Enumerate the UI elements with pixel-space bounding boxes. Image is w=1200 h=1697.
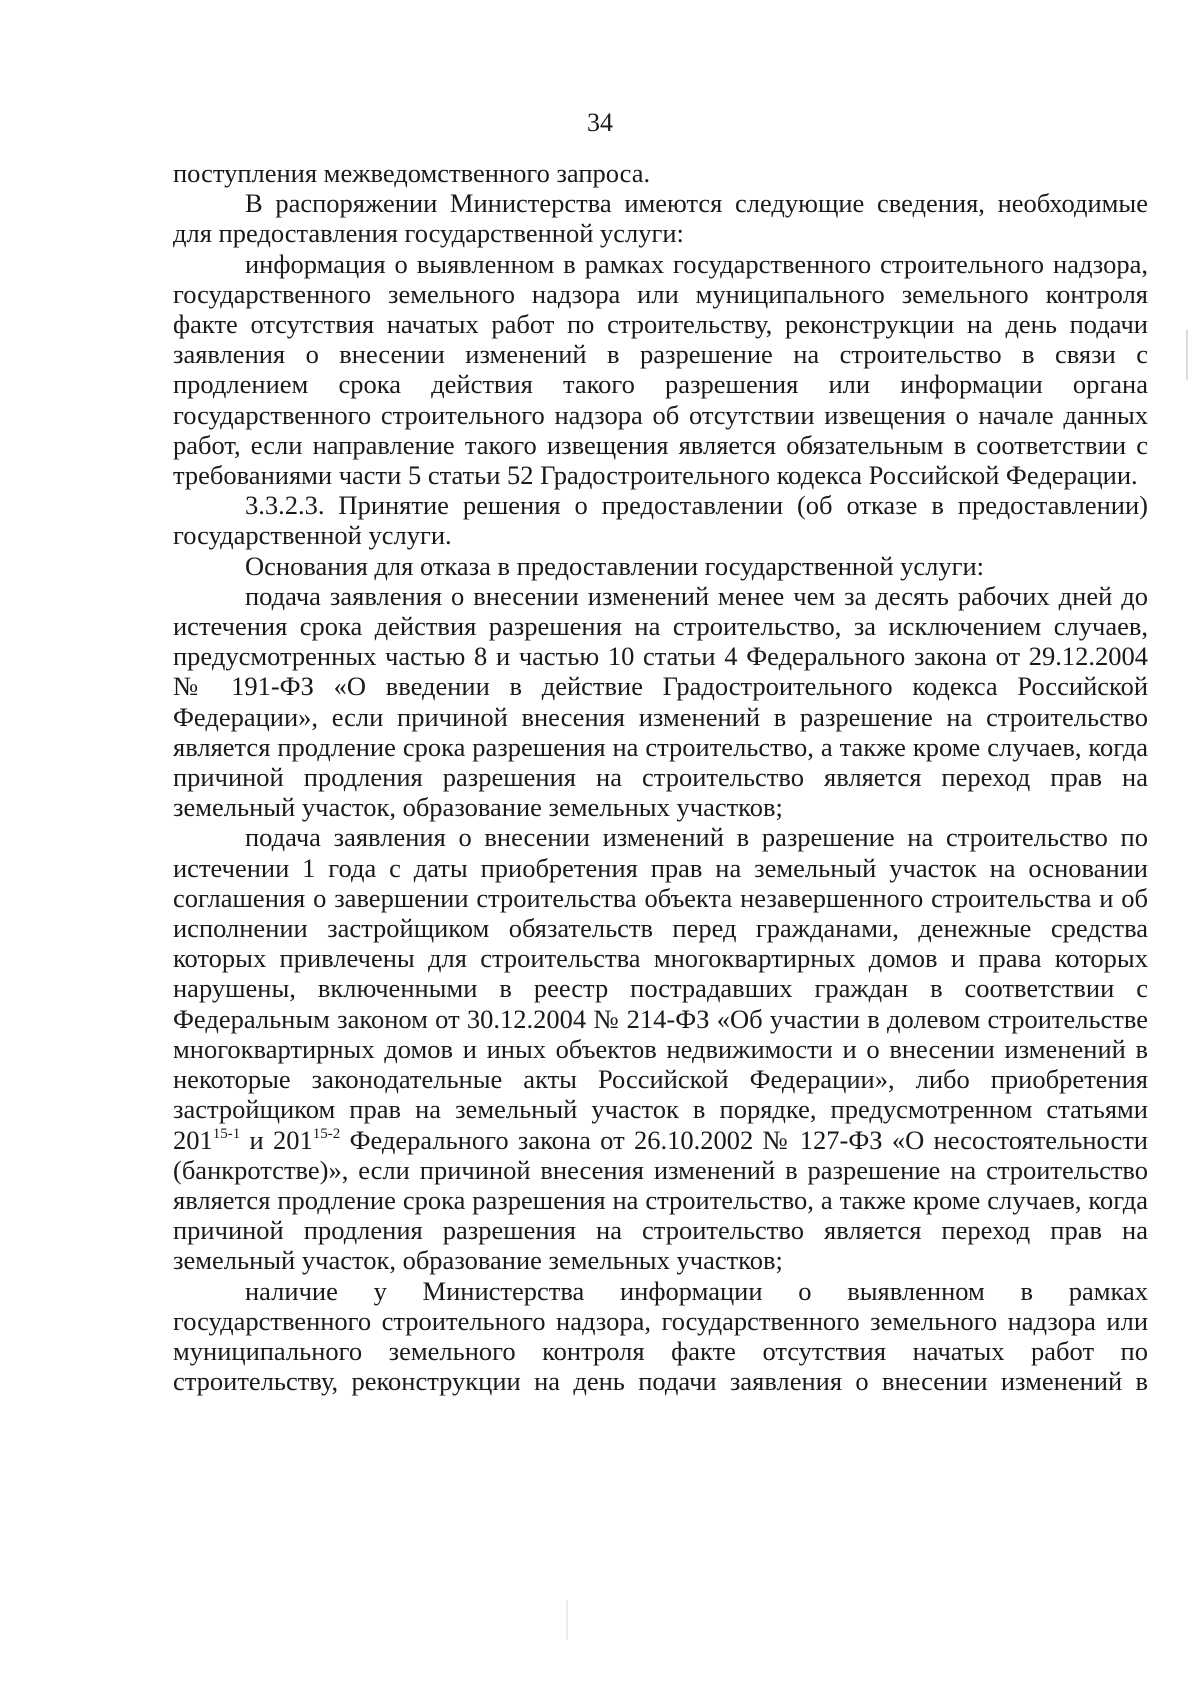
scan-artifact-line bbox=[566, 1600, 568, 1640]
page-number: 34 bbox=[587, 108, 613, 137]
scan-artifact-line bbox=[1186, 330, 1188, 380]
superscript-article-number: 15-2 bbox=[312, 1125, 341, 1142]
paragraph-construction-supervision-information: информация о выявленном в рамках государственного строительного надзора, государственного земельного надзора или муниципального земельного контроля факте отсутствия начатых работ по строительству, реконструкции на день подачи заявления о внесении изменений в разрешение на строительство в связи с продлением срока действия такого разрешения или информации органа государственного строительного надзора об отсутствии извещения о начале данных работ, если направление такого извещения является обязательным в соответствии с требованиями части 5 статьи 52 Градостроительного кодекса Российской Федерации. bbox=[173, 248, 1148, 491]
paragraph-section-3-3-2-3: 3.3.2.3. Принятие решения о предоставлении (об отказе в предоставлении) государственной услуги. bbox=[173, 490, 1148, 551]
paragraph-refusal-grounds-heading: Основания для отказа в предоставлении государственной услуги: bbox=[245, 550, 985, 581]
paragraph-intro-continuation: поступления межведомственного запроса. bbox=[173, 158, 651, 188]
document-body bbox=[173, 158, 1148, 1396]
superscript-article-number: 15-1 bbox=[212, 1125, 241, 1142]
paragraph-refusal-ground-land-rights bbox=[173, 822, 1148, 1275]
paragraph-refusal-ground-deadline: подача заявления о внесении изменений менее чем за десять рабочих дней до истечения срока действия разрешения на строительство, за исключением случаев, предусмотренных частью 8 и частью 10 статьи 4 Федерального закона от 29.12.2004 № 191-ФЗ «О введении в действие Градостроительного кодекса Российской Федерации», если причиной внесения изменений в разрешение на строительство является продление срока разрешения на строительство, а также кроме случаев, когда причиной продления разрешения на строительство является переход прав на земельный участок, образование земельных участков; bbox=[173, 580, 1148, 823]
paragraph-text-after-superscript: Федерального закона от 26.10.2002 № 127-ФЗ «О несостоятельности (банкротстве)», если причиной внесения изменений в разрешение на строительство является продление срока разрешения на строительство, а также кроме случаев, когда причиной продления разрешения на строительство является переход прав на земельный участок, образование земельных участков; bbox=[173, 1124, 1148, 1276]
paragraph-ministry-information: В распоряжении Министерства имеются следующие сведения, необходимые для предоставления государственной услуги: bbox=[173, 188, 1148, 249]
paragraph-text-between-superscripts: и 201 bbox=[240, 1124, 313, 1155]
paragraph-text-before-superscript: подача заявления о внесении изменений в разрешение на строительство по истечении 1 года с даты приобретения прав на земельный участок на основании соглашения о завершении строительства объекта незавершенного строительства и об исполнении застройщиком обязательств перед гражданами, денежные средства которых привлечены для строительства многоквартирных домов и права которых нарушены, включенными в реестр пострадавших граждан в соответствии с Федеральным законом от 30.12.2004 № 214-ФЗ «Об участии в долевом строительстве многоквартирных домов и иных объектов недвижимости и о внесении изменений в некоторые законодательные акты Российской Федерации», либо приобретения застройщиком прав на земельный участок в порядке, предусмотренном статьями 201 bbox=[173, 822, 1148, 1155]
paragraph-refusal-ground-ministry-information: наличие у Министерства информации о выявленном в рамках государственного строительного надзора, государственного земельного надзора или муниципального земельного контроля факте отсутствия начатых работ по строительству, реконструкции на день подачи заявления о внесении изменений в bbox=[173, 1275, 1148, 1397]
